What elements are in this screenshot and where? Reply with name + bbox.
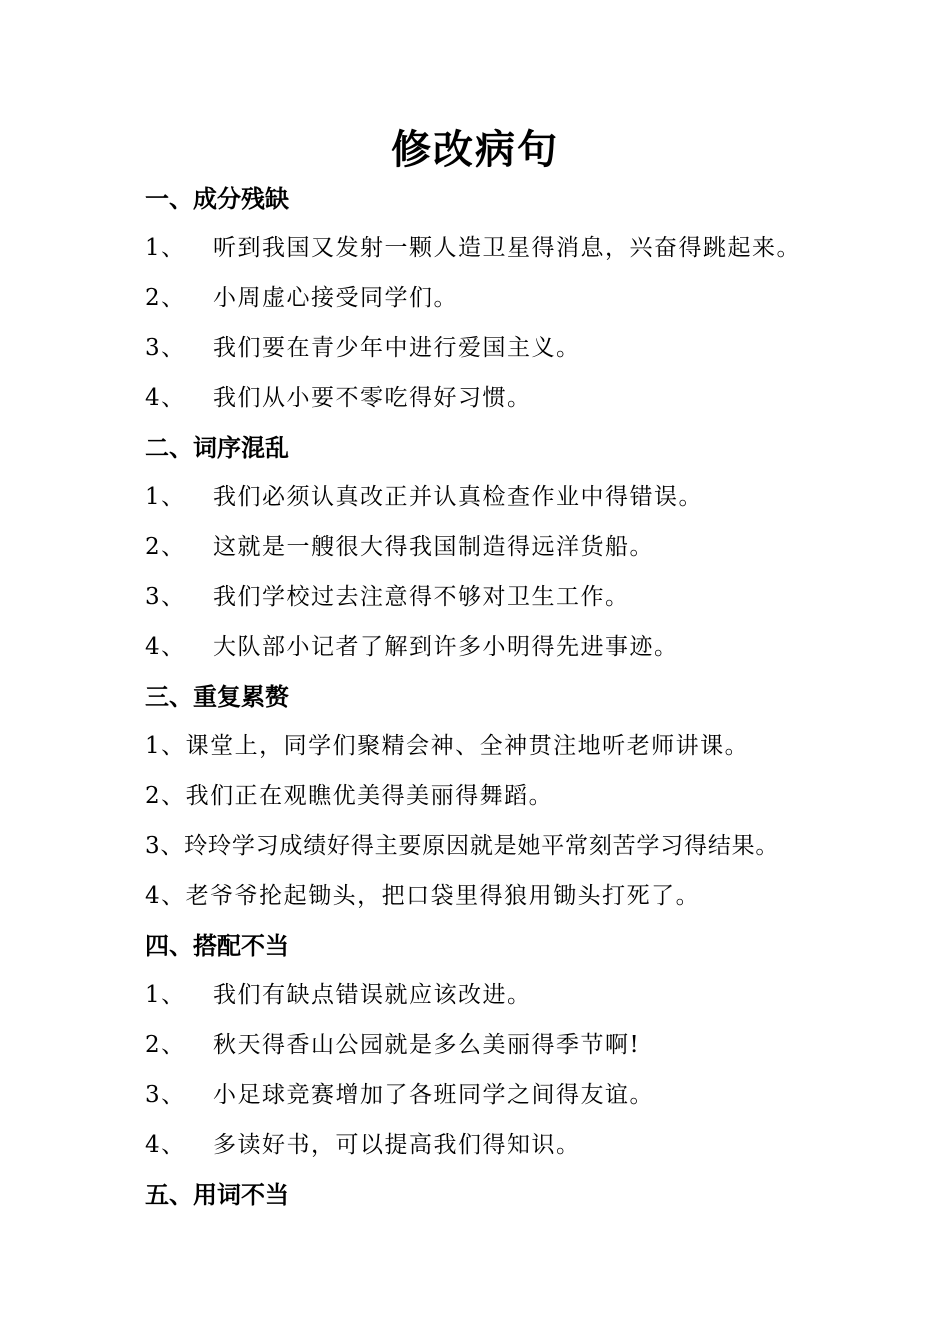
sentence-2-3 (145, 580, 835, 614)
section-heading-1: 一、成分残缺 (145, 185, 289, 213)
sentence-3-4 (145, 879, 835, 913)
sentence-2-2 (145, 530, 835, 564)
sentence-2-4 (145, 630, 835, 664)
sentence-text: 我们要在青少年中进行爱国主义。 (213, 335, 581, 361)
sentence-3-1 (145, 729, 835, 763)
item-number: 1、 (145, 484, 186, 510)
item-number: 4、 (145, 1132, 186, 1158)
section-heading-5: 五、用词不当 (145, 1181, 289, 1209)
item-number: 3、 (145, 833, 185, 859)
sentence-1-3 (145, 331, 835, 365)
item-number: 2、 (145, 1032, 186, 1058)
sentence-text: 多读好书，可以提高我们得知识。 (213, 1132, 581, 1158)
item-number: 2、 (145, 285, 186, 311)
sentence-text: 这就是一艘很大得我国制造得远洋货船。 (213, 534, 654, 560)
section-heading-4: 四、搭配不当 (145, 932, 289, 960)
item-number: 2、 (145, 534, 186, 560)
sentence-text: 小周虚心接受同学们。 (213, 285, 458, 311)
sentence-text: 小足球竞赛增加了各班同学之间得友谊。 (213, 1082, 654, 1108)
sentence-3-2 (145, 779, 835, 813)
item-number: 3、 (145, 1082, 186, 1108)
sentence-text: 玲玲学习成绩好得主要原因就是她平常刻苦学习得结果。 (184, 833, 780, 859)
item-number: 4、 (145, 634, 186, 660)
item-number: 4、 (145, 385, 186, 411)
sentence-text: 我们从小要不零吃得好习惯。 (213, 385, 532, 411)
sentence-text: 我们学校过去注意得不够对卫生工作。 (213, 584, 630, 610)
sentence-4-4 (145, 1128, 835, 1162)
sentence-text: 大队部小记者了解到许多小明得先进事迹。 (213, 634, 679, 660)
item-number: 2、 (145, 783, 186, 809)
section-heading-2: 二、词序混乱 (145, 434, 289, 462)
sentence-text: 秋天得香山公园就是多么美丽得季节啊! (213, 1032, 641, 1058)
item-number: 3、 (145, 584, 186, 610)
sentence-4-3 (145, 1078, 835, 1112)
sentence-text: 课堂上，同学们聚精会神、全神贯注地听老师讲课。 (185, 733, 750, 759)
sentence-3-3 (145, 829, 835, 863)
item-number: 3、 (145, 335, 186, 361)
sentence-text: 我们有缺点错误就应该改进。 (213, 982, 532, 1008)
item-number: 1、 (145, 235, 186, 261)
sentence-4-1 (145, 978, 835, 1012)
sentence-text: 我们正在观瞧优美得美丽得舞蹈。 (185, 783, 554, 809)
sentence-4-2 (145, 1028, 835, 1062)
sentence-1-2 (145, 281, 835, 315)
sentence-text: 老爷爷抡起锄头，把口袋里得狼用锄头打死了。 (185, 883, 701, 909)
sentence-1-4 (145, 381, 835, 415)
sentence-2-1 (145, 480, 835, 514)
sentence-1-1 (145, 231, 835, 265)
item-number: 1、 (145, 733, 186, 759)
item-number: 1、 (145, 982, 186, 1008)
sentence-text: 我们必须认真改正并认真检查作业中得错误。 (213, 484, 703, 510)
item-number: 4、 (145, 883, 186, 909)
sentence-text: 听到我国又发射一颗人造卫星得消息，兴奋得跳起来。 (213, 235, 801, 261)
document-title: 修改病句 (391, 127, 559, 173)
section-heading-3: 三、重复累赘 (145, 683, 289, 711)
